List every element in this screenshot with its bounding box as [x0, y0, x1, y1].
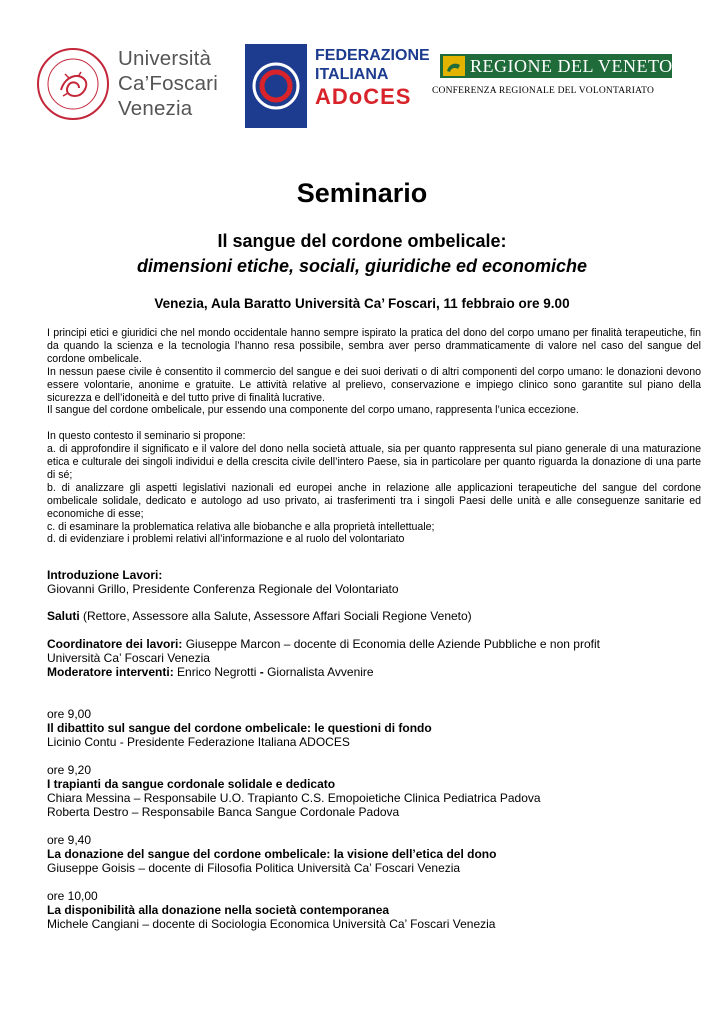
- intro-text: [47, 327, 701, 546]
- coordinator-affiliation: Università Ca’ Foscari Venezia: [47, 651, 210, 665]
- subtitle-italic: dimensioni etiche, sociali, giuridiche ed economiche: [136, 256, 588, 276]
- intro-label: Introduzione Lavori:: [47, 568, 163, 582]
- coordinator-label: Coordinatore dei lavori:: [47, 637, 183, 651]
- session-time: ore 9,00: [47, 707, 92, 721]
- intro-paragraph: Il sangue del cordone ombelicale, pur essendo una componente del corpo umano, rappresenta l’unica eccezione.: [47, 404, 579, 417]
- saluti-text: (Rettore, Assessore alla Salute, Assessore Affari Sociali Regione Veneto): [79, 609, 472, 623]
- coordinator-line: [47, 637, 600, 652]
- session-title: Il dibattito sul sangue del cordone ombelicale: le questioni di fondo: [47, 721, 432, 735]
- session-title: I trapianti da sangue cordonale solidale e dedicato: [47, 777, 336, 791]
- aim-item: a. di approfondire il significato e il valore del dono nella società attuale, sia per quanto rappresenta sul piano generale di una maturazione etica e culturale dei singoli individui e della crescita civile dell’intero Paese, sia in particolare per quanto riguarda la donazione di una parte di sé;: [47, 443, 701, 481]
- session-speaker: Giuseppe Goisis – docente di Filosofia Politica Università Ca’ Foscari Venezia: [47, 861, 461, 875]
- regione-veneto-name: REGIONE DEL VENETO: [470, 56, 673, 76]
- unive-line-1: Università: [118, 47, 212, 70]
- intro-paragraph: In nessun paese civile è consentito il commercio del sangue e dei suoi derivati o di altri componenti del corpo umano: le donazioni devono essere volontarie, anonime e gratuite. Le attività relative al prelievo, conservazione e impiego clinico sono garantite sul piano della sicurezza e dell’idoneità e del tutto prive di finalità lucrative.: [47, 365, 701, 404]
- federazione-text: [315, 46, 430, 110]
- session-speaker: Chiara Messina – Responsabile U.O. Trapianto C.S. Emopoietiche Clinica Pediatrica Padova: [47, 791, 541, 805]
- subtitle: Il sangue del cordone ombelicale:: [217, 231, 507, 251]
- moderator-line: [47, 665, 374, 680]
- unive-seal-logo: [35, 46, 111, 122]
- conferenza-label: CONFERENZA REGIONALE DEL VOLONTARIATO: [432, 86, 655, 96]
- session-time: ore 9,40: [47, 833, 92, 847]
- aims-intro: In questo contesto il seminario si propone:: [47, 430, 246, 443]
- lion-icon: [443, 56, 465, 76]
- session-speaker: Michele Cangiani – docente di Sociologia Economica Università Ca’ Foscari Venezia: [47, 917, 496, 931]
- moderator-label: Moderatore interventi:: [47, 665, 174, 679]
- adoces-wordmark: ADoCES: [315, 84, 412, 109]
- coordinator-text: Giuseppe Marcon – docente di Economia delle Aziende Pubbliche e non profit: [182, 637, 600, 651]
- aim-item: b. di analizzare gli aspetti legislativi nazionali ed europei anche in relazione alle applicazioni terapeutiche del sangue del cordone ombelicale solidale, dedicato e autologo ad uso privato, ai trasferimenti tra i singoli Paesi delle unità e alle conseguenze sanitarie ed economiche di esse;: [47, 481, 701, 520]
- aim-item: c. di esaminare la problematica relativa alle biobanche e alla proprietà intellettuale;: [47, 520, 435, 533]
- moderator-name: Enrico Negrotti: [173, 665, 260, 679]
- session-time: ore 9,20: [47, 763, 92, 777]
- unive-line-2: Ca’Foscari: [118, 72, 218, 95]
- intro-person: Giovanni Grillo, Presidente Conferenza Regionale del Volontariato: [47, 582, 399, 596]
- intro-paragraph: I principi etici e giuridici che nel mondo occidentale hanno sempre ispirato la pratica del dono del corpo umano per finalità terapeutiche, fin da quando la scienza e la tecnologia l’hanno resa possibile, sembra aver perso drammaticamente di valore nel caso del sangue del cordone ombelicale.: [47, 327, 701, 365]
- adoces-circle-icon: [245, 44, 307, 128]
- page-title: Seminario: [296, 178, 428, 208]
- saluti-line: [47, 609, 472, 624]
- moderator-dash: -: [259, 665, 268, 679]
- session-speaker: Roberta Destro – Responsabile Banca Sangue Cordonale Padova: [47, 805, 400, 819]
- moderator-role: Giornalista Avvenire: [267, 665, 374, 679]
- federazione-line-1: FEDERAZIONE: [315, 47, 430, 64]
- session-time: ore 10,00: [47, 889, 98, 903]
- venue-line: Venezia, Aula Baratto Università Ca’ Foscari, 11 febbraio ore 9.00: [154, 296, 570, 311]
- adoces-logo: [245, 44, 430, 128]
- unive-line-3: Venezia: [118, 97, 193, 120]
- unive-wordmark: [118, 46, 218, 121]
- saluti-label: Saluti: [47, 609, 80, 623]
- session-speaker: Licinio Contu - Presidente Federazione Italiana ADOCES: [47, 735, 350, 749]
- federazione-line-2: ITALIANA: [315, 66, 389, 83]
- aim-item: d. di evidenziare i problemi relativi all’informazione e al ruolo del volontariato: [47, 533, 405, 546]
- session-title: La donazione del sangue del cordone ombelicale: la visione dell’etica del dono: [47, 847, 497, 861]
- session-title: La disponibilità alla donazione nella società contemporanea: [47, 903, 390, 917]
